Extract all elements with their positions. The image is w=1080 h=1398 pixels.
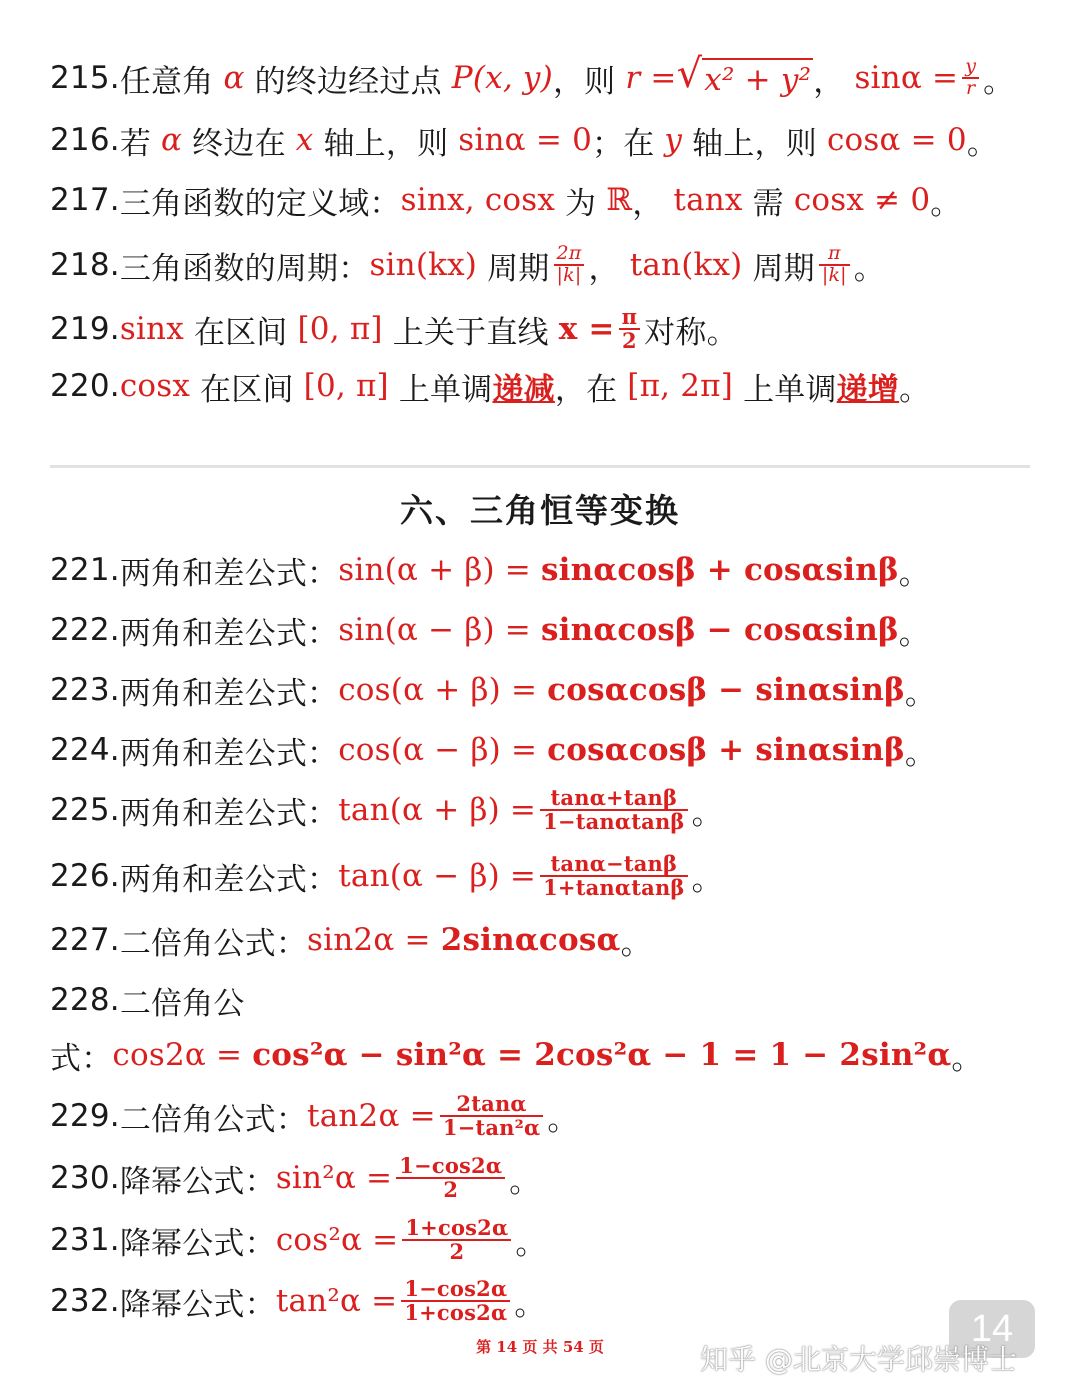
fraction xyxy=(396,1152,505,1202)
item-229 xyxy=(50,1086,579,1146)
fraction xyxy=(440,1090,544,1140)
formula-rhs: sinαcosβ − cosαsinβ xyxy=(540,612,899,648)
denominator: 1−tan²α xyxy=(442,1115,541,1140)
fraction xyxy=(619,303,641,353)
math-expr: cosx ≠ 0 xyxy=(793,182,931,218)
math-sqrt xyxy=(676,51,814,98)
formula-lhs: cos²α = xyxy=(275,1222,399,1258)
period: 。 xyxy=(547,1101,579,1138)
fraction xyxy=(962,57,979,99)
item-text: 二倍角公式： xyxy=(119,1101,308,1138)
formula-lhs: tan²α = xyxy=(275,1283,398,1319)
math-interval: [π, 2π] xyxy=(627,368,734,404)
item-text: 两角和差公式： xyxy=(119,615,339,652)
math-y: y xyxy=(664,122,683,158)
fraction xyxy=(540,850,687,900)
item-text: 的终边经过点 xyxy=(254,63,442,100)
denominator: 1+cos2α xyxy=(404,1300,508,1325)
item-text: 上单调 xyxy=(743,371,837,408)
period: 。 xyxy=(951,1040,983,1077)
period: 。 xyxy=(930,185,962,222)
formula-lhs: sin²α = xyxy=(275,1160,393,1196)
formula-rhs: cosαcosβ + sinαsinβ xyxy=(547,732,905,768)
formula-rhs: sinαcosβ + cosαsinβ xyxy=(540,552,899,588)
keyword-increasing: 递增 xyxy=(836,371,900,408)
item-text: ， xyxy=(813,63,845,100)
period: 。 xyxy=(509,1163,541,1200)
numerator: 2tanα xyxy=(456,1090,527,1116)
item-text: ， xyxy=(588,250,620,287)
page-number-badge[interactable]: 14 xyxy=(949,1300,1035,1358)
math-expr: x = xyxy=(558,311,615,347)
item-text: 周期 xyxy=(487,250,550,287)
item-223 xyxy=(50,667,936,713)
item-text: 式： xyxy=(50,1040,113,1077)
item-text: 二倍角公 xyxy=(119,985,245,1022)
item-text: 降幂公式： xyxy=(119,1286,276,1323)
period: 。 xyxy=(691,861,723,898)
page-footer: 第 14 页 共 54 页 xyxy=(476,1338,604,1356)
math-expr: sinα = 0 xyxy=(458,122,593,158)
item-number: 215. xyxy=(50,60,120,96)
math-reals: ℝ xyxy=(606,182,633,218)
denominator: 1+tanαtanβ xyxy=(543,875,685,900)
item-228-part2 xyxy=(50,1032,983,1078)
item-number: 221. xyxy=(50,552,120,588)
item-text: 轴上，则 xyxy=(692,125,817,162)
math-expr: tanx xyxy=(673,182,743,218)
formula-lhs: tan(α − β) = xyxy=(338,858,537,894)
numerator: 2π xyxy=(556,242,582,265)
item-text: 两角和差公式： xyxy=(119,795,339,832)
item-221 xyxy=(50,547,930,593)
period: 。 xyxy=(853,250,885,287)
item-text: 上关于直线 xyxy=(392,314,549,351)
item-number: 227. xyxy=(50,922,120,958)
item-218 xyxy=(50,237,885,293)
numerator: π xyxy=(621,303,638,329)
numerator: y xyxy=(965,55,977,78)
math-expr: tan(kx) xyxy=(629,247,743,283)
item-text: 终边在 xyxy=(192,125,286,162)
item-text: 三角函数的定义域： xyxy=(119,185,401,222)
item-number: 229. xyxy=(50,1098,120,1134)
denominator: |k| xyxy=(556,264,582,286)
item-text: ，在 xyxy=(554,371,618,408)
math-expr: sinx xyxy=(119,311,184,347)
math-point: P(x, y) xyxy=(451,60,553,96)
item-text: 任意角 xyxy=(119,63,214,100)
item-text: 两角和差公式： xyxy=(119,675,339,712)
item-text: 为 xyxy=(565,185,597,222)
denominator: r xyxy=(966,77,976,99)
numerator: 1−cos2α xyxy=(404,1275,508,1301)
math-x: x xyxy=(295,122,314,158)
period: 。 xyxy=(691,795,723,832)
period: 。 xyxy=(706,314,738,351)
section-heading: 六、三角恒等变换 xyxy=(400,491,680,530)
period: 。 xyxy=(514,1286,546,1323)
item-text: ，则 xyxy=(552,63,616,100)
item-number: 232. xyxy=(50,1283,120,1319)
formula-lhs: tan2α = xyxy=(307,1098,436,1134)
item-219 xyxy=(50,301,738,357)
denominator: 1−tanαtanβ xyxy=(543,809,685,834)
item-text: 降幂公式： xyxy=(119,1163,276,1200)
fraction xyxy=(554,244,585,286)
math-expr: cosx xyxy=(119,368,191,404)
item-216 xyxy=(50,117,998,163)
item-226 xyxy=(50,846,723,906)
watermark: 知乎 @北京大学邱崇博士 xyxy=(700,1343,1017,1376)
period: 。 xyxy=(899,371,931,408)
item-number: 231. xyxy=(50,1222,120,1258)
formula-lhs: sin(α − β) = xyxy=(338,612,531,648)
item-220 xyxy=(50,363,930,409)
radicand: x² + y² xyxy=(702,58,813,98)
item-text: 在区间 xyxy=(200,371,294,408)
item-222 xyxy=(50,607,930,653)
item-number: 228. xyxy=(50,982,120,1018)
fraction xyxy=(540,784,687,834)
item-text: 三角函数的周期： xyxy=(119,250,370,287)
item-text: 对称 xyxy=(644,314,707,351)
item-number: 218. xyxy=(50,247,120,283)
period: 。 xyxy=(904,735,937,772)
item-232 xyxy=(50,1271,546,1331)
item-number: 225. xyxy=(50,792,120,828)
formula-rhs: cos²α − sin²α = 2cos²α − 1 = 1 − 2sin²α xyxy=(252,1037,952,1073)
period: 。 xyxy=(515,1225,547,1262)
item-number: 217. xyxy=(50,182,120,218)
item-text: 二倍角公式： xyxy=(119,925,308,962)
math-alpha: α xyxy=(223,60,245,96)
item-text: ；在 xyxy=(592,125,655,162)
math-alpha: α xyxy=(161,122,183,158)
item-text: 两角和差公式： xyxy=(119,861,339,898)
item-text: ， xyxy=(632,185,664,222)
sqrt-icon: √ xyxy=(676,51,703,97)
section-divider xyxy=(50,465,1030,468)
item-text: 在区间 xyxy=(193,314,288,351)
fraction xyxy=(402,1214,511,1264)
item-215 xyxy=(50,51,1015,101)
numerator: 1+cos2α xyxy=(405,1214,509,1240)
item-text: 两角和差公式： xyxy=(119,735,339,772)
numerator: tanα+tanβ xyxy=(550,784,678,810)
item-number: 220. xyxy=(50,368,120,404)
item-number: 216. xyxy=(50,122,120,158)
item-230 xyxy=(50,1148,540,1208)
numerator: tanα−tanβ xyxy=(550,850,678,876)
denominator: 2 xyxy=(443,1177,459,1202)
math-r: r = xyxy=(625,60,677,96)
denominator: 2 xyxy=(449,1239,465,1264)
formula-lhs: cos2α = xyxy=(112,1037,243,1073)
period: 。 xyxy=(904,675,937,712)
item-number: 219. xyxy=(50,311,120,347)
fraction xyxy=(819,244,850,286)
denominator: |k| xyxy=(821,264,847,286)
formula-lhs: cos(α + β) = xyxy=(338,672,538,708)
item-217 xyxy=(50,177,961,223)
formula-rhs: 2sinαcosα xyxy=(440,922,621,958)
formula-rhs: cosαcosβ − sinαsinβ xyxy=(547,672,905,708)
item-number: 223. xyxy=(50,672,120,708)
period: 。 xyxy=(898,555,930,592)
period: 。 xyxy=(898,615,930,652)
item-number: 230. xyxy=(50,1160,120,1196)
math-expr: cosα = 0 xyxy=(826,122,967,158)
item-text: 轴上，则 xyxy=(323,125,449,162)
math-expr: sinx, cosx xyxy=(400,182,556,218)
period: 。 xyxy=(966,125,999,162)
item-225 xyxy=(50,780,723,840)
keyword-decreasing: 递减 xyxy=(492,371,555,408)
formula-lhs: cos(α − β) = xyxy=(338,732,538,768)
item-number: 224. xyxy=(50,732,120,768)
item-text: 降幂公式： xyxy=(119,1225,276,1262)
item-228-part1 xyxy=(50,977,245,1023)
formula-lhs: tan(α + β) = xyxy=(338,792,537,828)
math-interval: [0, π] xyxy=(297,311,383,347)
period: 。 xyxy=(620,925,652,962)
numerator: 1−cos2α xyxy=(399,1152,503,1178)
item-number: 226. xyxy=(50,858,120,894)
formula-lhs: sin2α = xyxy=(307,922,431,958)
item-text: 需 xyxy=(752,185,784,222)
item-227 xyxy=(50,917,652,963)
math-interval: [0, π] xyxy=(303,368,389,404)
item-text: 两角和差公式： xyxy=(119,555,339,592)
item-text: 若 xyxy=(119,125,152,162)
period: 。 xyxy=(983,63,1015,100)
formula-lhs: sin(α + β) = xyxy=(338,552,531,588)
item-number: 222. xyxy=(50,612,120,648)
math-sin: sinα = xyxy=(854,60,959,96)
math-expr: sin(kx) xyxy=(369,247,478,283)
item-text: 上单调 xyxy=(398,371,493,408)
denominator: 2 xyxy=(621,328,637,353)
numerator: π xyxy=(827,242,841,265)
item-text: 周期 xyxy=(752,250,815,287)
fraction xyxy=(401,1275,510,1325)
item-231 xyxy=(50,1210,547,1270)
item-224 xyxy=(50,727,936,773)
